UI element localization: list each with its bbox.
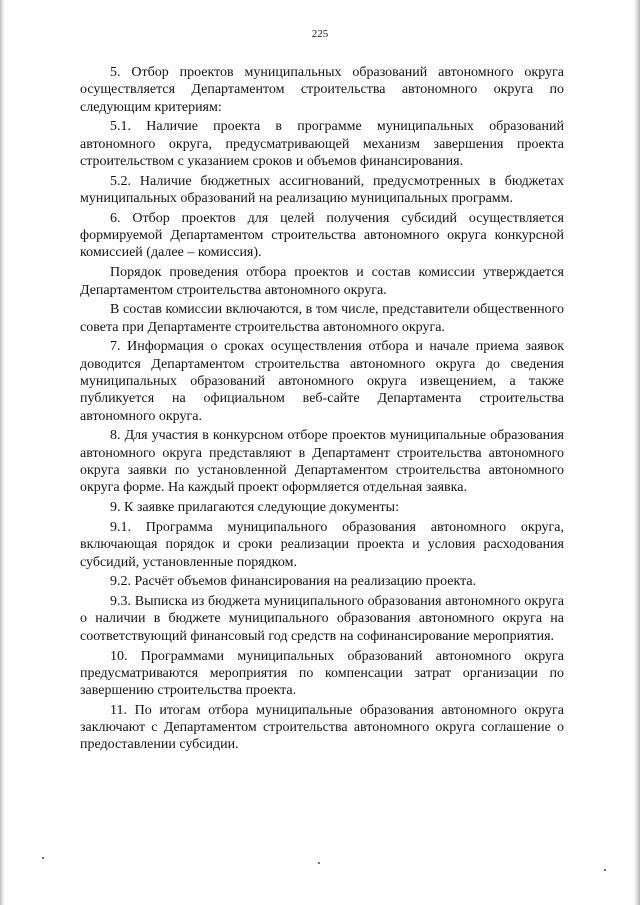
document-body: [80, 64, 564, 756]
page-number: 225: [311, 28, 329, 40]
page-right-edge: [634, 0, 640, 905]
paragraph-9: 9. К заявке прилагаются следующие документы:: [110, 500, 399, 516]
paragraph-9-2: 9.2. Расчёт объемов финансирования на реализацию проекта.: [110, 574, 477, 590]
scan-speck: [604, 869, 606, 871]
paragraph-10: 10. Программами муниципальных образований автономного округа предусматриваются мероприятия по компенсации затрат организации по завершению строительства проекта.: [80, 648, 564, 699]
paragraph-6-procedure: Порядок проведения отбора проектов и состав комиссии утверждается Департаментом строительства автономного округа.: [80, 265, 564, 298]
scan-speck: [42, 857, 44, 859]
paragraph-9-3: 9.3. Выписка из бюджета муниципального образования автономного округа о наличии в бюджете муниципального образования автономного округа на соответствующий финансовый год средств на софинансирование мероприятия.: [80, 594, 564, 644]
paragraph-6-commission: В состав комиссии включаются, в том числе, представители общественного совета при Департаменте строительства автономного округа.: [80, 302, 564, 335]
paragraph-7: 7. Информация о сроках осуществления отбора и начале приема заявок доводится Департаментом строительства автономного округа до сведения муниципальных образований автономного округа извещением, а также публикуется на официальном веб-сайте Департамента строительства автономного округа.: [80, 339, 564, 424]
page-left-edge: [0, 0, 5, 905]
paragraph-9-1: 9.1. Программа муниципального образования автономного округа, включающая порядок и сроки реализации проекта и условия расходования субсидий, установленные порядком.: [80, 519, 564, 570]
paragraph-8: 8. Для участия в конкурсном отборе проектов муниципальные образования автономного округа представляют в Департамент строительства автономного округа заявки по установленной Департаментом строительства автономного округа форме. На каждый проект оформляется отдельная заявка.: [80, 428, 564, 496]
paragraph-6: 6. Отбор проектов для целей получения субсидий осуществляется формируемой Департаментом строительства автономного округа конкурсной комиссией (далее – комиссия).: [80, 210, 564, 261]
paragraph-5-2: 5.2. Наличие бюджетных ассигнований, предусмотренных в бюджетах муниципальных образований на реализацию муниципальных программ.: [80, 173, 564, 207]
paragraph-11: 11. По итогам отбора муниципальные образования автономного округа заключают с Департаментом строительства автономного округа соглашение о предоставлении субсидии.: [80, 702, 564, 753]
scan-speck: [318, 862, 320, 864]
paragraph-5-1: 5.1. Наличие проекта в программе муниципальных образований автономного округа, предусматривающей механизм завершения проекта строительством с указанием сроков и объемов финансирования.: [80, 119, 564, 169]
paragraph-5: 5. Отбор проектов муниципальных образований автономного округа осуществляется Департаментом строительства автономного округа по следующим критериям:: [80, 65, 564, 115]
